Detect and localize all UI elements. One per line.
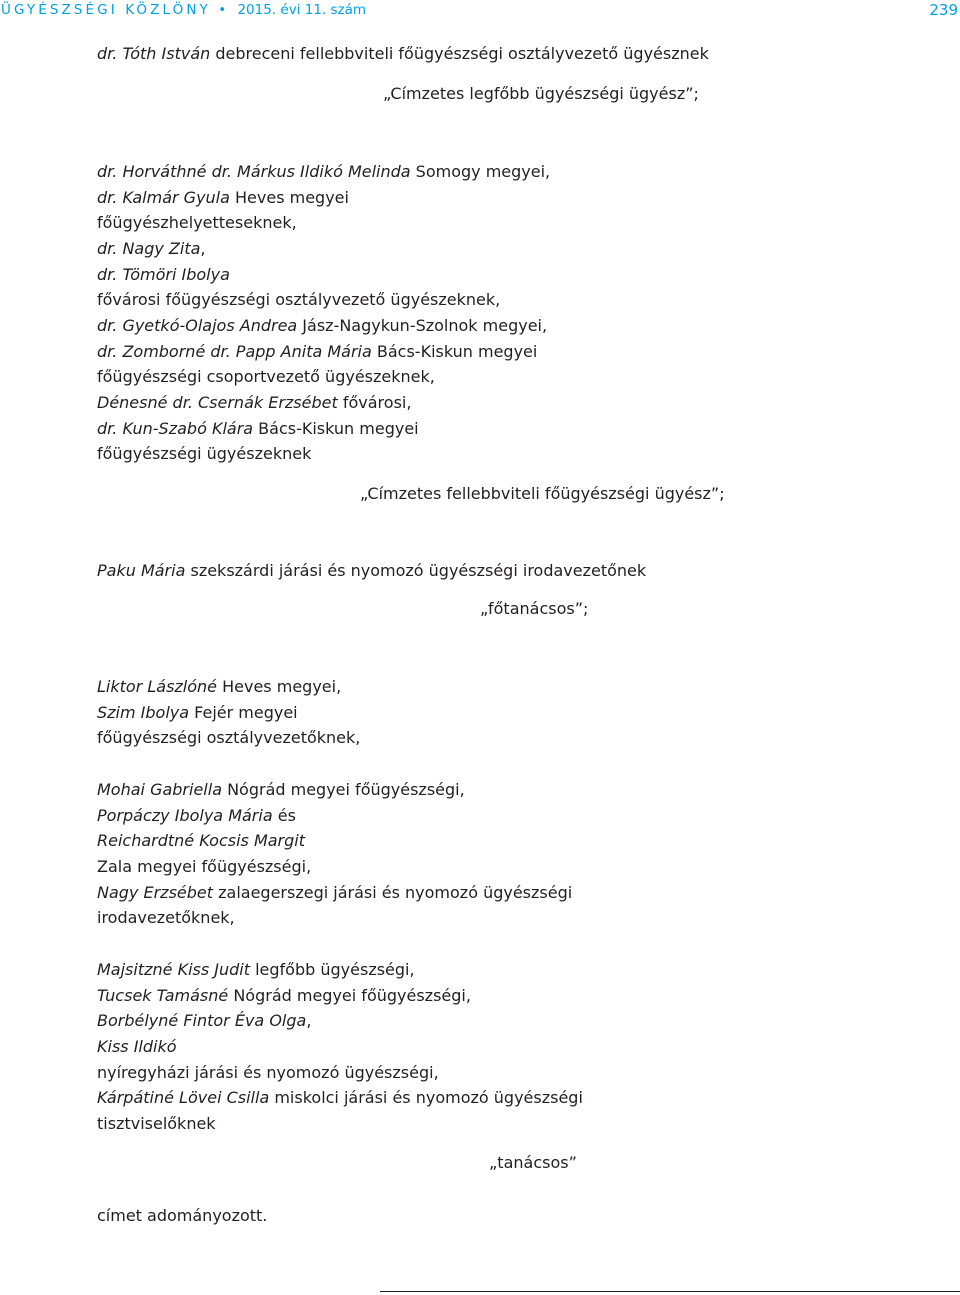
text-line <box>97 831 305 851</box>
text-line <box>97 367 435 387</box>
text-run: „Címzetes fellebbviteli főügyészségi ügyész”; <box>360 484 725 503</box>
text-run: Jász-Nagykun-Szolnok megyei, <box>297 316 548 335</box>
name-run: Nagy Erzsébet <box>97 883 214 902</box>
text-run: Nógrád megyei főügyészségi, <box>222 780 465 799</box>
text-run: főügyészségi csoportvezető ügyészeknek, <box>97 367 435 386</box>
name-run: dr. Horváthné dr. Márkus Ildikó Melinda <box>97 162 411 181</box>
text-line <box>97 239 206 259</box>
text-line <box>97 883 572 903</box>
text-line <box>97 1063 439 1083</box>
text-run: , <box>306 1011 312 1030</box>
text-run: főügyészségi ügyészeknek <box>97 444 312 463</box>
text-run: , <box>200 239 206 258</box>
text-run: Zala megyei főügyészségi, <box>97 857 312 876</box>
name-run: Borbélyné Fintor Éva Olga <box>97 1011 307 1030</box>
text-run: irodavezetőknek, <box>97 908 235 927</box>
title-line <box>489 1153 577 1173</box>
text-line <box>97 290 500 310</box>
text-line <box>97 419 419 439</box>
text-run: tisztviselőknek <box>97 1114 216 1133</box>
name-run: dr. Tóth István <box>97 44 211 63</box>
name-run: dr. Gyetkó-Olajos Andrea <box>97 316 298 335</box>
text-run: főügyészhelyetteseknek, <box>97 213 297 232</box>
name-run: dr. Kalmár Gyula <box>97 188 230 207</box>
text-run: „főtanácsos”; <box>480 599 589 618</box>
text-line <box>97 908 235 928</box>
text-line <box>97 1088 583 1108</box>
page-number: 239 <box>929 1 958 19</box>
bullet-separator: • <box>218 2 227 18</box>
name-run: Mohai Gabriella <box>97 780 222 799</box>
text-line <box>97 703 298 723</box>
name-run: Szim Ibolya <box>97 703 190 722</box>
text-run: legfőbb ügyészségi, <box>250 960 415 979</box>
running-header <box>0 0 960 22</box>
text-run: és <box>272 806 296 825</box>
text-line <box>97 857 311 877</box>
text-run: zalaegerszegi járási és nyomozó ügyészségi <box>213 883 573 902</box>
text-line <box>97 188 349 208</box>
text-line <box>97 1011 311 1031</box>
text-line <box>97 728 360 748</box>
text-run: nyíregyházi járási és nyomozó ügyészségi, <box>97 1063 439 1082</box>
name-run: Paku Mária <box>97 561 186 580</box>
name-run: Tucsek Tamásné <box>97 986 229 1005</box>
text-run: Bács-Kiskun megyei <box>371 342 538 361</box>
text-line <box>97 780 465 800</box>
title-line <box>480 599 588 619</box>
text-line <box>97 265 230 285</box>
text-run: szekszárdi járási és nyomozó ügyészségi irodavezetőnek <box>185 561 647 580</box>
title-line <box>383 84 699 104</box>
text-line <box>97 1037 177 1057</box>
name-run: dr. Nagy Zita <box>97 239 201 258</box>
text-run: debreceni fellebbviteli főügyészségi osztályvezető ügyésznek <box>210 44 709 63</box>
text-run: „Címzetes legfőbb ügyészségi ügyész”; <box>383 84 699 103</box>
journal-title: ÜGYÉSZSÉGI KÖZLÖNY <box>1 2 211 18</box>
text-run: Heves megyei, <box>217 677 342 696</box>
footer-rule <box>380 1291 960 1292</box>
header-journal-info <box>1 2 366 18</box>
text-line <box>97 162 550 182</box>
text-run: „tanácsos” <box>489 1153 577 1172</box>
name-run: dr. Tömöri Ibolya <box>97 265 230 284</box>
issue-number: 2015. évi 11. szám <box>237 2 367 18</box>
text-line <box>97 342 537 362</box>
name-run: Majsitzné Kiss Judit <box>97 960 251 979</box>
text-run: Heves megyei <box>229 188 349 207</box>
text-line <box>97 677 341 697</box>
text-run: Bács-Kiskun megyei <box>253 419 419 438</box>
text-line <box>97 393 411 413</box>
text-line <box>97 213 297 233</box>
text-line <box>97 960 415 980</box>
title-line <box>360 484 725 504</box>
text-line <box>97 561 646 581</box>
name-run: Dénesné dr. Csernák Erzsébet <box>97 393 338 412</box>
text-run: címet adományozott. <box>97 1206 268 1225</box>
text-run: főügyészségi osztályvezetőknek, <box>97 728 361 747</box>
text-run: Fejér megyei <box>189 703 298 722</box>
text-line <box>97 316 547 336</box>
name-run: dr. Kun-Szabó Klára <box>97 419 254 438</box>
name-run: Kiss Ildikó <box>97 1037 177 1056</box>
name-run: Liktor Lászlóné <box>97 677 218 696</box>
text-line <box>97 1114 216 1134</box>
text-line <box>97 806 296 826</box>
text-line <box>97 986 471 1006</box>
text-run: Nógrád megyei főügyészségi, <box>228 986 471 1005</box>
text-line <box>97 444 311 464</box>
name-run: dr. Zomborné dr. Papp Anita Mária <box>97 342 372 361</box>
name-run: Reichardtné Kocsis Margit <box>97 831 305 850</box>
text-run: fővárosi főügyészségi osztályvezető ügyészeknek, <box>97 290 501 309</box>
text-run: miskolci járási és nyomozó ügyészségi <box>269 1088 583 1107</box>
text-run: Somogy megyei, <box>410 162 551 181</box>
text-run: fővárosi, <box>337 393 412 412</box>
text-line <box>97 44 709 64</box>
closing-line <box>97 1206 267 1226</box>
name-run: Porpáczy Ibolya Mária <box>97 806 273 825</box>
name-run: Kárpátiné Lövei Csilla <box>97 1088 270 1107</box>
